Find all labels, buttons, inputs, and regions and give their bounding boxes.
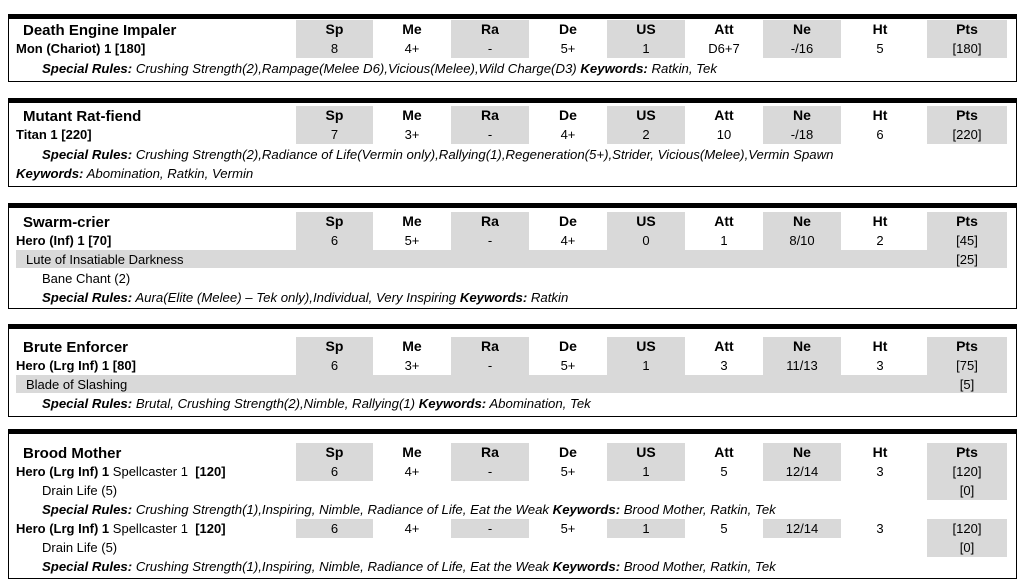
- col-sp: Sp: [296, 337, 373, 356]
- stat-ne: 8/10: [763, 231, 841, 250]
- stat-us: 0: [607, 231, 685, 250]
- col-ne: Ne: [763, 443, 841, 462]
- col-me: Me: [402, 444, 422, 460]
- unit-name: Brute Enforcer: [23, 339, 129, 356]
- stat-me: 4+: [404, 41, 420, 56]
- unit-pts-label: [120]: [195, 521, 226, 536]
- item-row: [9, 375, 1016, 394]
- col-ne: Ne: [763, 20, 841, 39]
- stat-row: [9, 356, 1016, 375]
- special-rules-label: Special Rules:: [42, 502, 133, 517]
- stat-ne: -/16: [763, 39, 841, 58]
- unit-name: Death Engine Impaler: [23, 22, 177, 39]
- stat-row: [9, 125, 1016, 144]
- special-rules-label: Special Rules:: [42, 396, 133, 411]
- special-rules: [42, 145, 834, 164]
- col-pts: Pts: [927, 443, 1007, 462]
- spell-name: Drain Life (5): [42, 483, 118, 498]
- keywords-row: [9, 164, 1016, 183]
- col-pts: Pts: [927, 20, 1007, 39]
- unit-name: Swarm-crier: [23, 214, 110, 231]
- stat-pts: [220]: [927, 125, 1007, 144]
- stat-pts: [120]: [927, 519, 1007, 538]
- stat-ra: -: [451, 39, 529, 58]
- spell-name: Bane Chant (2): [42, 271, 131, 286]
- stat-row: [9, 39, 1016, 58]
- col-me: Me: [402, 213, 422, 229]
- unit-card-brute-enforcer: [8, 324, 1017, 417]
- stat-me: 3+: [404, 127, 420, 142]
- spell-pts: [0]: [927, 538, 1007, 557]
- col-ne: Ne: [763, 106, 841, 125]
- stat-ra: -: [451, 462, 529, 481]
- col-att: Att: [714, 338, 734, 354]
- special-rules: [42, 288, 568, 307]
- rules-row: [9, 145, 1016, 164]
- col-ne: Ne: [763, 212, 841, 231]
- header-row: [9, 337, 1016, 356]
- stat-de: 4+: [560, 233, 576, 248]
- header-row: [9, 212, 1016, 231]
- stat-sp: 7: [296, 125, 373, 144]
- unit-type: Hero (Lrg Inf) 1 [80]: [16, 358, 136, 373]
- col-sp: Sp: [296, 443, 373, 462]
- stat-ra: -: [451, 231, 529, 250]
- col-ra: Ra: [451, 106, 529, 125]
- stat-att: 10: [716, 127, 732, 142]
- rules-row: [9, 500, 1016, 519]
- col-ht: Ht: [872, 338, 888, 354]
- col-sp: Sp: [296, 20, 373, 39]
- col-de: De: [559, 338, 577, 354]
- col-us: US: [607, 337, 685, 356]
- col-us: US: [607, 212, 685, 231]
- special-rules: [42, 557, 776, 576]
- stat-ne: -/18: [763, 125, 841, 144]
- stat-sp: 6: [296, 519, 373, 538]
- special-rules-text: Aura(Elite (Melee) – Tek only),Individual, Very Inspiring: [135, 290, 457, 305]
- col-att: Att: [714, 21, 734, 37]
- stat-ht: 6: [876, 127, 884, 142]
- unit-pts-label: [120]: [195, 464, 226, 479]
- stat-att: 5: [720, 521, 728, 536]
- stat-pts: [75]: [927, 356, 1007, 375]
- unit-card-swarm-crier: [8, 203, 1017, 309]
- item-name: Lute of Insatiable Darkness: [26, 252, 184, 267]
- stat-me: 4+: [404, 464, 420, 479]
- col-me: Me: [402, 21, 422, 37]
- rules-row: [9, 288, 1016, 307]
- keywords-text: Abomination, Tek: [489, 396, 591, 411]
- item-name: Blade of Slashing: [26, 377, 128, 392]
- rules-row: [9, 59, 1016, 78]
- special-rules-label: Special Rules:: [42, 61, 133, 76]
- col-de: De: [559, 21, 577, 37]
- unit-type: Mon (Chariot) 1 [180]: [16, 41, 146, 56]
- stat-us: 2: [607, 125, 685, 144]
- spell-row: [9, 481, 1016, 500]
- col-att: Att: [714, 444, 734, 460]
- stat-att: D6+7: [708, 41, 740, 56]
- keywords-text: Abomination, Ratkin, Vermin: [86, 166, 254, 181]
- rules-row: [9, 394, 1016, 413]
- col-me: Me: [402, 338, 422, 354]
- col-sp: Sp: [296, 106, 373, 125]
- stat-ht: 3: [876, 521, 884, 536]
- col-ra: Ra: [451, 212, 529, 231]
- stat-sp: 6: [296, 462, 373, 481]
- col-att: Att: [714, 107, 734, 123]
- col-me: Me: [402, 107, 422, 123]
- stat-ht: 3: [876, 358, 884, 373]
- col-us: US: [607, 443, 685, 462]
- col-ht: Ht: [872, 444, 888, 460]
- header-row: [9, 20, 1016, 39]
- keywords-label: Keywords:: [580, 61, 648, 76]
- rules-row: [9, 557, 1016, 576]
- col-ht: Ht: [872, 21, 888, 37]
- stat-att: 1: [720, 233, 728, 248]
- stat-pts: [180]: [927, 39, 1007, 58]
- col-att: Att: [714, 213, 734, 229]
- stat-me: 4+: [404, 521, 420, 536]
- stat-ht: 5: [876, 41, 884, 56]
- item-row: [9, 250, 1016, 269]
- stat-de: 4+: [560, 127, 576, 142]
- col-us: US: [607, 20, 685, 39]
- stat-ne: 11/13: [763, 356, 841, 375]
- stat-me: 3+: [404, 358, 420, 373]
- stat-ht: 2: [876, 233, 884, 248]
- special-rules-text: Crushing Strength(1),Inspiring, Nimble, Radiance of Life, Eat the Weak: [135, 502, 549, 517]
- stat-pts: [45]: [927, 231, 1007, 250]
- col-ht: Ht: [872, 213, 888, 229]
- unit-type: Titan 1 [220]: [16, 127, 92, 142]
- stat-row: [9, 462, 1016, 481]
- unit-name: Mutant Rat-fiend: [23, 108, 142, 125]
- stat-ne: 12/14: [763, 462, 841, 481]
- stat-de: 5+: [560, 358, 576, 373]
- keywords-text: Brood Mother, Ratkin, Tek: [623, 502, 776, 517]
- stat-row: [9, 231, 1016, 250]
- special-rules-text: Crushing Strength(1),Inspiring, Nimble, Radiance of Life, Eat the Weak: [135, 559, 549, 574]
- col-ra: Ra: [451, 443, 529, 462]
- spell-row: [9, 269, 1016, 288]
- special-rules-label: Special Rules:: [42, 147, 133, 162]
- col-pts: Pts: [927, 106, 1007, 125]
- special-rules-text: Crushing Strength(2),Rampage(Melee D6),Vicious(Melee),Wild Charge(D3): [135, 61, 577, 76]
- keywords-label: Keywords:: [552, 502, 621, 517]
- keywords-label: Keywords:: [459, 290, 528, 305]
- keywords-text: Ratkin: [530, 290, 569, 305]
- unit-type: [16, 462, 226, 481]
- special-rules-text: Crushing Strength(2),Radiance of Life(Vermin only),Rallying(1),Regeneration(5+),Strider, Vicious(Melee),Vermin Spawn: [135, 147, 834, 162]
- col-de: De: [559, 444, 577, 460]
- stat-us: 1: [607, 462, 685, 481]
- stat-de: 5+: [560, 521, 576, 536]
- spellcaster-label: Spellcaster 1: [112, 464, 188, 479]
- stat-sp: 6: [296, 356, 373, 375]
- stat-ra: -: [451, 356, 529, 375]
- unit-type-label: Hero (Lrg Inf) 1: [16, 464, 110, 479]
- keywords-label: Keywords:: [16, 166, 84, 181]
- unit-card-brood-mother: [8, 429, 1017, 579]
- spell-row: [9, 538, 1016, 557]
- keywords-text: Ratkin, Tek: [651, 61, 717, 76]
- stat-de: 5+: [560, 464, 576, 479]
- col-pts: Pts: [927, 212, 1007, 231]
- item-pts: [5]: [959, 377, 975, 392]
- unit-card-mutant-rat-fiend: [8, 98, 1017, 187]
- special-rules-text: Brutal, Crushing Strength(2),Nimble, Rallying(1): [135, 396, 416, 411]
- col-de: De: [559, 107, 577, 123]
- special-rules-label: Special Rules:: [42, 290, 133, 305]
- col-ne: Ne: [763, 337, 841, 356]
- col-ht: Ht: [872, 107, 888, 123]
- col-ra: Ra: [451, 337, 529, 356]
- stat-us: 1: [607, 39, 685, 58]
- stat-att: 5: [720, 464, 728, 479]
- stat-me: 5+: [404, 233, 420, 248]
- stat-us: 1: [607, 356, 685, 375]
- spellcaster-label: Spellcaster 1: [112, 521, 188, 536]
- stat-us: 1: [607, 519, 685, 538]
- unit-type: Hero (Inf) 1 [70]: [16, 233, 112, 248]
- keywords-label: Keywords:: [418, 396, 487, 411]
- stat-att: 3: [720, 358, 728, 373]
- spell-name: Drain Life (5): [42, 540, 118, 555]
- stat-ht: 3: [876, 464, 884, 479]
- unit-card-death-engine-impaler: [8, 14, 1017, 82]
- stat-pts: [120]: [927, 462, 1007, 481]
- stat-sp: 8: [296, 39, 373, 58]
- header-row: [9, 443, 1016, 462]
- col-us: US: [607, 106, 685, 125]
- special-rules-label: Special Rules:: [42, 559, 133, 574]
- keywords-label: Keywords:: [552, 559, 621, 574]
- special-rules: [42, 500, 776, 519]
- keywords-text: Brood Mother, Ratkin, Tek: [623, 559, 776, 574]
- unit-type-label: Hero (Lrg Inf) 1: [16, 521, 110, 536]
- special-rules: [42, 59, 717, 78]
- item-pts: [25]: [956, 252, 978, 267]
- col-pts: Pts: [927, 337, 1007, 356]
- stat-row: [9, 519, 1016, 538]
- col-de: De: [559, 213, 577, 229]
- stat-ra: -: [451, 519, 529, 538]
- stat-sp: 6: [296, 231, 373, 250]
- item-bar: [16, 375, 1007, 393]
- keywords: [16, 164, 253, 183]
- special-rules: [42, 394, 591, 413]
- stat-ne: 12/14: [763, 519, 841, 538]
- col-sp: Sp: [296, 212, 373, 231]
- header-row: [9, 106, 1016, 125]
- unit-type: [16, 519, 226, 538]
- unit-name: Brood Mother: [23, 445, 122, 462]
- spell-pts: [0]: [927, 481, 1007, 500]
- stat-ra: -: [451, 125, 529, 144]
- col-ra: Ra: [451, 20, 529, 39]
- stat-de: 5+: [560, 41, 576, 56]
